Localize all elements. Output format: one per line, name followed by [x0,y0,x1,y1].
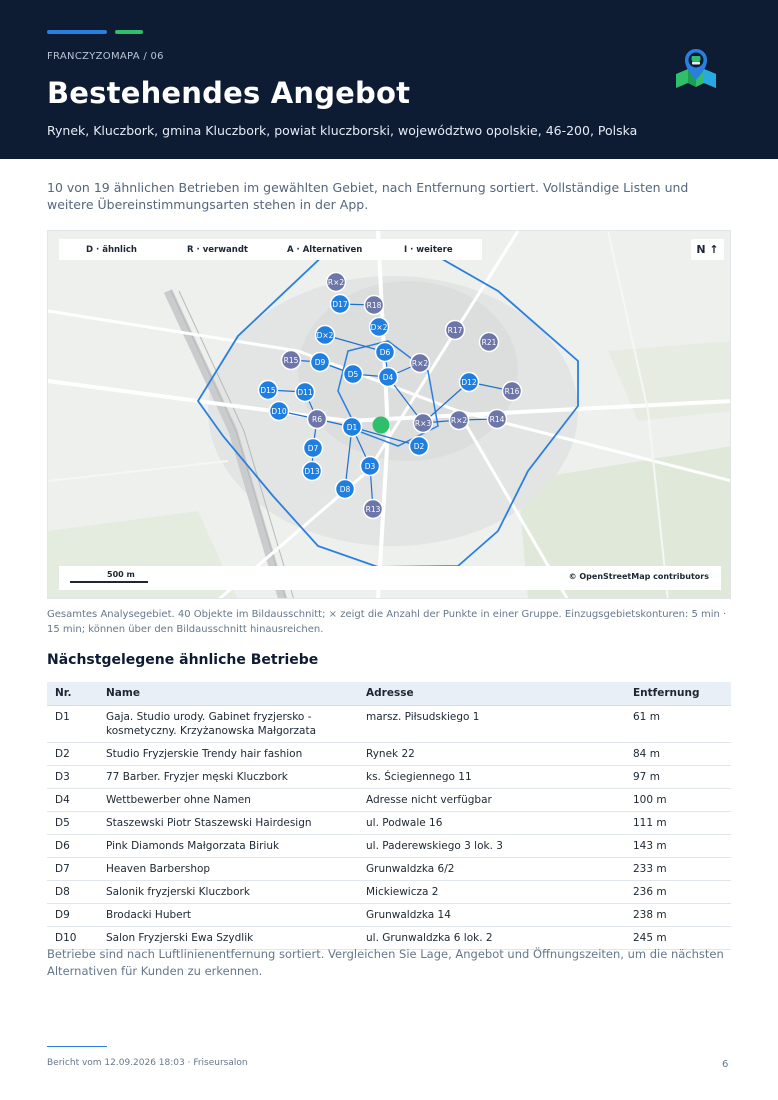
cell-address: Grunwaldzka 14 [358,903,625,926]
table-header-row [47,682,731,705]
cell-address: Rynek 22 [358,742,625,765]
map-marker-d15[interactable] [259,381,278,400]
table-row [47,788,731,811]
cell-nr: D6 [47,834,98,857]
marker-label: D3 [364,461,376,471]
marker-label: R21 [481,337,497,347]
column-header-address: Adresse [358,682,625,705]
marker-label: D10 [271,406,287,416]
map-marker-d12[interactable] [460,373,479,392]
cell-address: ul. Paderewskiego 3 lok. 3 [358,834,625,857]
marker-label: D1 [346,422,358,432]
cell-distance: 111 m [625,811,731,834]
map-marker-r15[interactable] [282,351,301,370]
origin-marker[interactable] [373,417,390,434]
marker-label: R15 [283,355,299,365]
marker-label: D8 [339,484,351,494]
table-row [47,857,731,880]
table-row [47,834,731,857]
cell-address: ul. Podwale 16 [358,811,625,834]
map-marker-r18[interactable] [365,296,384,315]
cell-nr: D1 [47,705,98,742]
marker-label: D4 [382,372,394,382]
cell-distance: 245 m [625,926,731,949]
column-header-name: Name [98,682,358,705]
marker-label: R13 [365,504,381,514]
competitor-map[interactable] [47,230,731,599]
cell-distance: 84 m [625,742,731,765]
table-row [47,880,731,903]
legend-alternatives: A · Alternativen [287,244,363,255]
map-marker-d5[interactable] [344,365,363,384]
cell-name: Salonik fryzjerski Kluczbork [98,880,358,903]
marker-label: R18 [366,300,382,310]
map-marker-d7[interactable] [304,439,323,458]
marker-label: R14 [489,414,505,424]
map-marker-d17[interactable] [331,295,350,314]
cell-name: Brodacki Hubert [98,903,358,926]
marker-label: D5 [347,369,359,379]
marker-label: D9 [314,357,326,367]
cell-distance: 97 m [625,765,731,788]
map-footer-bar [59,566,721,590]
map-marker-d8[interactable] [336,480,355,499]
section-kicker: FRANCZYZOMAPA / 06 [47,51,164,62]
legend-related: R · verwandt [187,244,248,255]
marker-label: D6 [379,347,391,357]
map-marker-d9[interactable] [311,353,330,372]
scale-label: 500 m [107,570,135,579]
legend-other: I · weitere [404,244,453,255]
marker-label: D7 [307,443,319,453]
table-row [47,742,731,765]
cell-nr: D8 [47,880,98,903]
cell-address: Grunwaldzka 6/2 [358,857,625,880]
map-marker-d2[interactable] [410,437,429,456]
map-marker-dx2[interactable] [370,318,389,337]
column-header-nr: Nr. [47,682,98,705]
legend-similar: D · ähnlich [86,244,137,255]
accent-bar-green [115,30,143,34]
marker-label: D×2 [370,322,388,332]
cell-address: ks. Ściegiennego 11 [358,765,625,788]
map-marker-d10[interactable] [270,402,289,421]
map-marker-rx2[interactable] [450,411,469,430]
marker-label: D11 [297,387,313,397]
cell-address: ul. Grunwaldzka 6 lok. 2 [358,926,625,949]
map-marker-d6[interactable] [376,343,395,362]
cell-nr: D3 [47,765,98,788]
table-row [47,903,731,926]
map-marker-r17[interactable] [446,321,465,340]
marker-label: D17 [332,299,348,309]
cell-distance: 236 m [625,880,731,903]
map-marker-r21[interactable] [480,333,499,352]
map-marker-rx2[interactable] [411,354,430,373]
marker-label: D13 [304,466,320,476]
cell-distance: 238 m [625,903,731,926]
cell-name: Studio Fryzjerskie Trendy hair fashion [98,742,358,765]
map-pin-logo-icon [672,44,720,92]
accent-bar-blue [47,30,107,34]
marker-label: R17 [447,325,463,335]
page-title: Bestehendes Angebot [47,76,411,110]
cell-address: Mickiewicza 2 [358,880,625,903]
map-marker-dx2[interactable] [316,326,335,345]
map-markers [48,231,731,599]
cell-address: Adresse nicht verfügbar [358,788,625,811]
cell-name: Staszewski Piotr Staszewski Hairdesign [98,811,358,834]
column-header-distance: Entfernung [625,682,731,705]
map-caption: Gesamtes Analysegebiet. 40 Objekte im Bildausschnitt; × zeigt die Anzahl der Punkte in einer Gruppe. Einzugsgebietskonturen: 5 min · 15 min; können über den Bildausschnitt hinausreichen. [47,609,727,635]
report-footer: Bericht vom 12.09.2026 18:03 · Friseursalon [47,1058,248,1068]
map-marker-d11[interactable] [296,383,315,402]
cell-distance: 100 m [625,788,731,811]
marker-label: D×2 [316,330,334,340]
cell-name: Pink Diamonds Małgorzata Biriuk [98,834,358,857]
map-marker-d3[interactable] [361,457,380,476]
marker-label: R×2 [411,358,429,368]
table-row [47,705,731,742]
cell-nr: D4 [47,788,98,811]
marker-label: R×3 [414,418,432,428]
cell-name: Heaven Barbershop [98,857,358,880]
nearest-competitors-table [47,682,731,950]
map-marker-rx3[interactable] [414,414,433,433]
marker-label: D12 [461,377,477,387]
table-footnote: Betriebe sind nach Luftlinienentfernung sortiert. Vergleichen Sie Lage, Angebot und Öffnungszeiten, um die nächsten Alternativen für Kunden zu erkennen. [47,947,724,978]
map-marker-r13[interactable] [364,500,383,519]
cell-distance: 233 m [625,857,731,880]
cell-distance: 143 m [625,834,731,857]
page-number: 6 [722,1059,729,1070]
cell-nr: D10 [47,926,98,949]
cell-nr: D9 [47,903,98,926]
marker-label: R6 [312,414,322,424]
cell-name: Gaja. Studio urody. Gabinet fryzjersko - kosmetyczny. Krzyżanowska Małgorzata [98,705,358,742]
scale-bar [70,581,148,583]
cell-name: 77 Barber. Fryzjer męski Kluczbork [98,765,358,788]
map-marker-r6[interactable] [308,410,327,429]
map-legend [59,239,482,260]
map-marker-d13[interactable] [303,462,322,481]
cell-name: Wettbewerber ohne Namen [98,788,358,811]
cell-nr: D2 [47,742,98,765]
map-marker-r14[interactable] [488,410,507,429]
marker-label: R16 [504,386,520,396]
table-row [47,811,731,834]
map-marker-r16[interactable] [503,382,522,401]
report-header [0,0,778,159]
cell-nr: D7 [47,857,98,880]
marker-label: D15 [260,385,276,395]
cell-distance: 61 m [625,705,731,742]
cell-nr: D5 [47,811,98,834]
marker-label: R×2 [450,415,468,425]
map-marker-rx2[interactable] [327,273,346,292]
table-row [47,765,731,788]
intro-text: 10 von 19 ähnlichen Betrieben im gewählten Gebiet, nach Entfernung sortiert. Vollständige Listen und weitere Übereinstimmungsarten stehen in der App. [47,180,689,212]
map-marker-d1[interactable] [343,418,362,437]
cell-address: marsz. Piłsudskiego 1 [358,705,625,742]
north-arrow: N ↑ [691,239,724,260]
marker-label: D2 [413,441,425,451]
location-subtitle: Rynek, Kluczbork, gmina Kluczbork, powiat kluczborski, województwo opolskie, 46-200, Polska [47,123,638,138]
map-marker-d4[interactable] [379,368,398,387]
section-title: Nächstgelegene ähnliche Betriebe [47,652,319,668]
marker-label: R×2 [327,277,345,287]
cell-name: Salon Fryzjerski Ewa Szydlik [98,926,358,949]
map-attribution[interactable]: © OpenStreetMap contributors [568,572,709,581]
footer-rule [47,1046,107,1047]
